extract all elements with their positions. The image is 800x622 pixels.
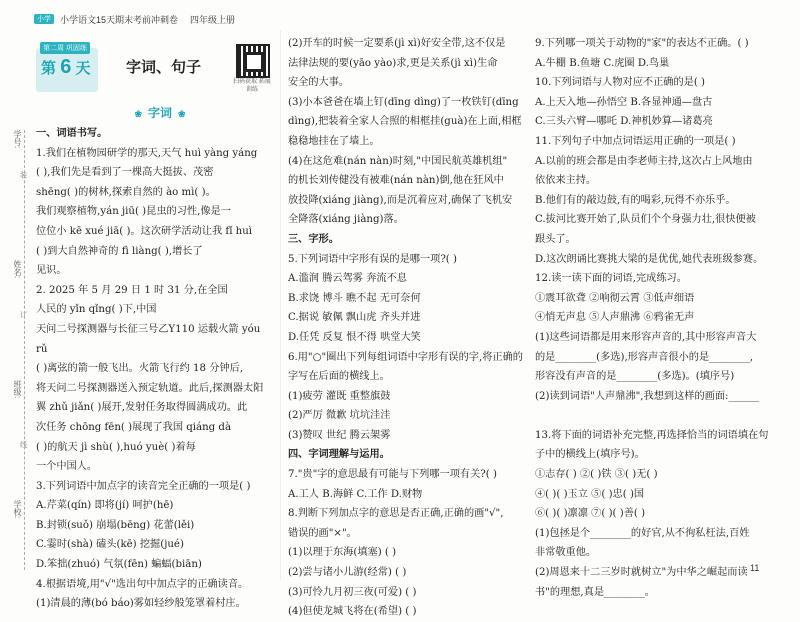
text-line: 一个中国人。 bbox=[36, 461, 98, 473]
book-title: 小学语文15天期末考前冲刺卷 bbox=[60, 14, 179, 25]
text-line: ①震耳欲聋 ②响彻云霄 ③低声细语 bbox=[535, 292, 695, 304]
class-label: 班级: bbox=[13, 380, 22, 399]
text-line: ⑥( )( )凛凛 ⑦( )( )善( ) bbox=[535, 508, 646, 520]
text-line: 8.判断下列加点字的意思是否正确,正确的画"√", bbox=[288, 508, 504, 520]
section-heading: ❀ 字词 ❀ bbox=[115, 104, 205, 120]
text-line: 3.下列词语中加点字的读音完全正确的一项是( ) bbox=[36, 480, 251, 492]
text-line: 的是________(多选),形容声音很小的是________, bbox=[535, 351, 754, 363]
text-line: A.上天入地—孙悟空 B.各显神通—盘古 bbox=[535, 96, 713, 108]
week-tag: 第二周 巩固练 bbox=[40, 42, 90, 54]
column-divider bbox=[280, 30, 281, 580]
text-line: D.这次朗诵比赛挑大梁的是优优,她代表班级参赛。 bbox=[535, 253, 764, 265]
text-line: 跟头了。 bbox=[535, 233, 576, 245]
text-line: shēng( )的树林,探索自然的 ào mì( )。 bbox=[36, 186, 216, 198]
text-line: 人民的 yǐn qǐng( )下,中国 bbox=[36, 304, 157, 316]
text-line: 6.用"○"圈出下列每组词语中字形有误的字,将正确的 bbox=[288, 351, 523, 363]
text-line: (3)小本爸爸在墙上钉(dīng dìng)了一枚铁钉(dīng bbox=[288, 96, 519, 108]
text-line: 稳稳地挂在了墙上。 bbox=[288, 135, 380, 147]
text-line: (1)以理于东海(填塞) ( ) bbox=[288, 547, 397, 559]
text-line: (1)包拯是个________的好官,从不徇私枉法,百姓 bbox=[535, 527, 750, 539]
text-line: C.三头六臂—哪吒 D.神机妙算—诸葛亮 bbox=[535, 116, 713, 128]
text-line: 字写在后面的横线上。 bbox=[288, 371, 390, 383]
text-line: 错误的画"×"。 bbox=[288, 527, 357, 539]
text-line: 见识。 bbox=[36, 265, 67, 277]
cut-mark: 订 bbox=[20, 312, 27, 319]
text-line: ( )离弦的箭一般飞出。火箭飞行约 18 分钟后, bbox=[36, 363, 244, 375]
text-line: (4)但使龙城飞将在(希望) ( ) bbox=[288, 606, 417, 618]
text-line: 12.读一读下面的词语,完成练习。 bbox=[535, 273, 687, 285]
number-label: 学号: bbox=[13, 130, 22, 149]
text-line: (2)周恩来十二三岁时就树立"为中华之崛起而读 bbox=[535, 567, 748, 579]
text-line: (2)严厉 微歉 坑坑洼洼 bbox=[288, 410, 391, 422]
text-line: 次任务 chōng fēn( )展现了我国 qiáng dà bbox=[36, 421, 232, 433]
binding-margin bbox=[4, 130, 30, 570]
text-line: (1)这些词语都是用来形容声音的,其中形容声音大 bbox=[535, 331, 757, 343]
text-line: 三、字形。 bbox=[288, 233, 339, 245]
text-line: 7."贵"字的意思最有可能与下列哪一项有关?( ) bbox=[288, 469, 497, 481]
text-line: ④悄无声息 ⑤人声鼎沸 ⑥鸦雀无声 bbox=[535, 312, 695, 324]
text-line: A.牛棚 B.鱼塘 C.虎圈 D.鸟巢 bbox=[535, 57, 670, 69]
text-line: 13.将下面的词语补充完整,再选择恰当的词语填在句 bbox=[535, 429, 769, 441]
text-line: A.滥润 腾云驾雾 奔流不息 bbox=[288, 273, 407, 285]
text-line: 书"的理想,真是________。 bbox=[535, 586, 655, 598]
topic-title: 字词、句子 bbox=[126, 59, 202, 76]
text-line: 安全的大事。 bbox=[288, 77, 350, 89]
text-line: C.拔河比赛开始了,队员们个个身强力壮,很快便被 bbox=[535, 214, 756, 226]
text-line: 翼 zhǔ jiǎn( )展开,发射任务取得圆满成功。此 bbox=[36, 402, 248, 414]
text-line: ( ),我们先是看到了一棵高大挺拔、茂密 bbox=[36, 167, 214, 179]
text-line: 四、字词理解与运用。 bbox=[288, 449, 390, 461]
text-line: 法律法规的要(yāo yào)求,更是关系(jì xì)生命 bbox=[288, 57, 498, 69]
text-line: C.据说 敏佩 飘山虎 齐头并进 bbox=[288, 312, 421, 324]
text-line: 非常敬重他。 bbox=[535, 547, 597, 559]
text-line: 11.下列句子中加点词语运用正确的一项是( ) bbox=[535, 135, 736, 147]
page-header bbox=[34, 12, 235, 26]
name-label: 姓名: bbox=[13, 260, 22, 279]
text-line: 将天问二号探测器送入预定轨道。此后,探测器太阳 bbox=[36, 382, 264, 394]
text-line: 的机长刘传健没有被难(nán nàn)倒,他在狂风中 bbox=[288, 175, 504, 187]
text-line: C.霎时(shà) 磕头(kē) 挖掘(jué) bbox=[36, 539, 184, 551]
series-logo: 小学 bbox=[34, 14, 54, 24]
text-line: (1)疲劳 灌既 重整旗鼓 bbox=[288, 390, 391, 402]
text-line: A.工人 B.海鲜 C.工作 D.财物 bbox=[288, 488, 423, 500]
text-line: 我们观察植物,yán jiū( )昆虫的习性,像是一 bbox=[36, 206, 231, 218]
grade-label: 四年级上册 bbox=[190, 14, 236, 25]
text-line: (3)赞叹 世纪 腾云架雾 bbox=[288, 429, 391, 441]
text-line: (2)读到词语"人声鼎沸",我想到这样的画面:______ bbox=[535, 390, 760, 402]
text-line: 10.下列词语与人物对应不正确的是( ) bbox=[535, 77, 706, 89]
text-line: 9.下列哪一项关于动物的"家"的表达不正确。( ) bbox=[535, 38, 749, 49]
text-line: 全降落(xiáng jiàng)落。 bbox=[288, 214, 404, 226]
text-line: B.封锁(suǒ) 崩塌(bēng) 花蕾(lěi) bbox=[36, 519, 195, 531]
column-right bbox=[535, 34, 777, 602]
text-line: A.芹菜(qín) 即将(jí) 呵护(hē) bbox=[36, 500, 174, 512]
text-line: B.求饶 博斗 瞧不起 无可奈何 bbox=[288, 292, 421, 304]
cut-line bbox=[24, 130, 25, 570]
page-number: 11 bbox=[750, 563, 760, 573]
qr-code-icon[interactable] bbox=[236, 44, 270, 78]
text-line: 1.我们在植物园研学的那天,天气 huì yàng yáng bbox=[36, 147, 258, 159]
text-line: 子中的横线上(填序号)。 bbox=[535, 449, 645, 461]
column-left bbox=[36, 124, 272, 614]
school-label: 学校: bbox=[13, 500, 22, 519]
text-line: (2)开车的时候一定要系(jì xì)好安全带,这不仅是 bbox=[288, 38, 506, 49]
qr-caption: 扫码获取 拓展训练 bbox=[233, 79, 271, 93]
text-line: ( )的航天 jì shù( ),huó yuè( )着每 bbox=[36, 441, 196, 453]
day-number: 第 6 天 bbox=[41, 56, 91, 78]
text-line: dìng),把装着全家人合照的相框挂(guà)在上面,相框 bbox=[288, 116, 522, 128]
text-line: D.任凭 反复 恨不得 哄堂大笑 bbox=[288, 331, 421, 343]
text-line: ④( )( )玉立 ⑤( )忠( )国 bbox=[535, 488, 645, 500]
text-line: A.以前的班会都是由李老师主持,这次占上风地由 bbox=[535, 155, 753, 167]
text-line: (2)尝与诸小儿游(经常) ( ) bbox=[288, 567, 407, 579]
text-line: 2. 2025 年 5 月 29 日 1 时 31 分,在全国 bbox=[36, 284, 228, 296]
cut-mark: 线 bbox=[20, 442, 27, 449]
day-banner bbox=[36, 42, 226, 96]
text-line: D.笨拙(zhuó) 气氛(fēn) 蝙蝠(biān) bbox=[36, 559, 202, 571]
text-line: 形容没有声音的是________(多选)。(填序号) bbox=[535, 371, 735, 383]
text-line: 一、词语书写。 bbox=[36, 128, 108, 139]
text-line: ①志存( ) ②( )铁 ③( )无( ) bbox=[535, 469, 658, 481]
text-line: 位位小 kē xué jiā( )。这次研学活动让我 fǐ huì bbox=[36, 225, 253, 237]
text-line: 天问二号探测器与长征三号乙Y110 运载火箭 yóu rǔ bbox=[36, 323, 261, 355]
column-middle bbox=[288, 34, 524, 622]
cut-mark: 装 bbox=[20, 172, 27, 179]
text-line: (4)在这危难(nán nàn)时刻,"中国民航英雄机组" bbox=[288, 155, 508, 167]
text-line: ( )到大自然神奇的 fì liàng( ),增长了 bbox=[36, 245, 203, 257]
text-line: 放投降(xiáng jiàng),而是沉着应对,确保了飞机安 bbox=[288, 194, 513, 206]
text-line: (1)清晨的薄(bó báo)雾如轻纱般笼罩着村庄。 bbox=[36, 598, 246, 610]
text-line: 依依来主持。 bbox=[535, 175, 597, 187]
text-line: B.他们有的敲边鼓,有的喝彩,玩得不亦乐乎。 bbox=[535, 194, 736, 206]
text-line: (3)可怜九月初三夜(可爱) ( ) bbox=[288, 586, 417, 598]
text-line: 4.根据语境,用"√"选出句中加点字的正确读音。 bbox=[36, 578, 249, 590]
text-line: 5.下列词语中字形有误的是哪一项?( ) bbox=[288, 253, 457, 265]
text-line bbox=[535, 406, 777, 426]
